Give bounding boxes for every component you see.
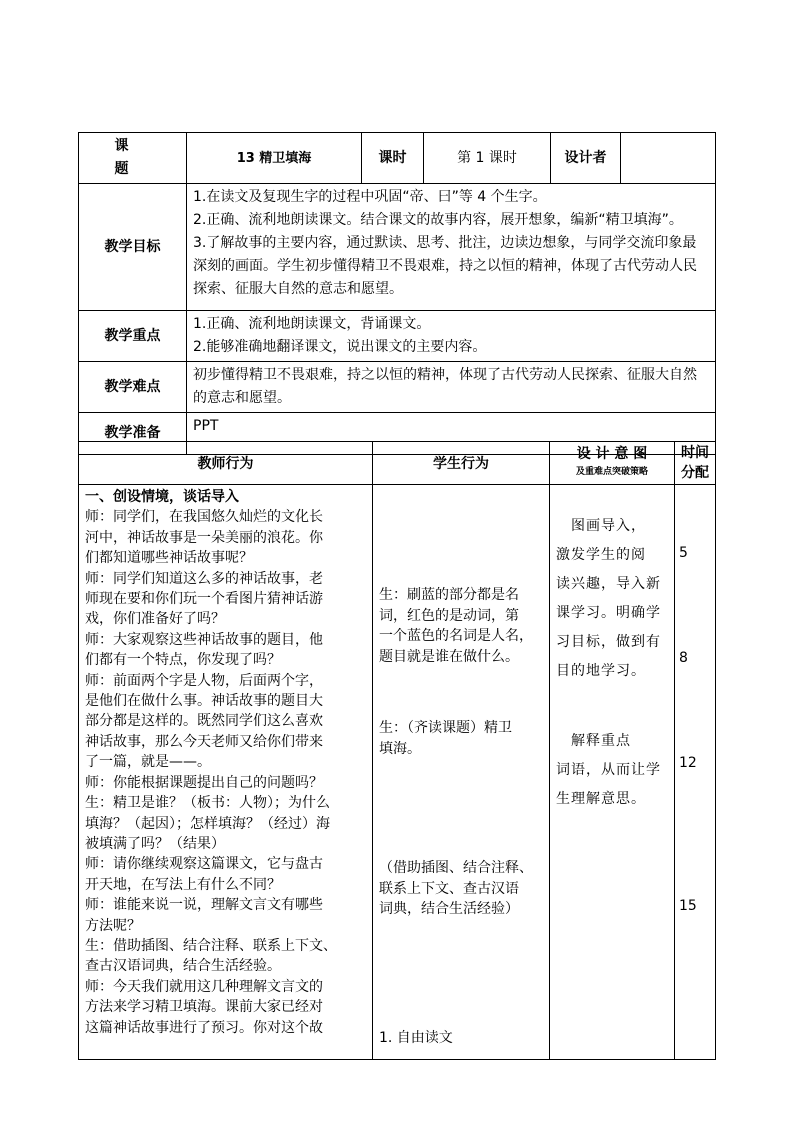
- key-label: 教学重点: [79, 311, 187, 362]
- time-value: 8: [679, 650, 688, 666]
- difficulty-label: 教学难点: [79, 362, 187, 413]
- time-column: [675, 485, 716, 1060]
- teaching-process-table: [78, 441, 716, 1060]
- topic-value: 13 精卫填海: [187, 133, 362, 184]
- design-line: 词语，从而让学: [556, 762, 661, 778]
- design-head: [550, 442, 675, 485]
- goals-label: 教学目标: [79, 184, 187, 311]
- period-label: 课时: [362, 133, 424, 184]
- teacher-line: 师：同学们，在我国悠久灿烂的文化长: [85, 509, 323, 526]
- design-note-2: [556, 727, 661, 814]
- design-line: 课学习。明确学: [556, 605, 661, 621]
- student-head: 学生行为: [373, 442, 550, 485]
- section-title: 一、创设情境，谈话导入: [85, 489, 239, 505]
- student-response-2: [379, 718, 512, 759]
- time-head: [675, 442, 716, 485]
- teacher-line: 们都知道哪些神话故事呢？: [85, 550, 253, 567]
- time-head-line-1: 时间: [681, 445, 709, 461]
- topic-label: 课 题: [79, 133, 187, 184]
- teacher-line: 神话故事，那么今天老师又给你们带来: [85, 733, 323, 750]
- teacher-line: 师：你能根据课题提出自己的问题吗？: [85, 774, 323, 791]
- teacher-line: 们都有一个特点，你发现了吗？: [85, 652, 281, 669]
- goal-item: 2.正确、流利地朗读课文。结合课文的故事内容，展开想象，编新“精卫填海”。: [193, 212, 683, 228]
- teacher-line: 填海？（起因）；怎样填海？（经过）海: [85, 815, 330, 832]
- designer-label: 设计者: [551, 133, 621, 184]
- designer-value: [621, 133, 716, 184]
- goals-cell: [187, 184, 716, 311]
- teacher-line: 方法呢？: [85, 917, 141, 934]
- teacher-line: 师现在要和你们玩一个看图片猜神话游: [85, 591, 323, 608]
- design-head-line-1: 设 计 意 图: [576, 446, 648, 462]
- design-line: 激发学生的阅: [556, 547, 646, 563]
- design-line: 生理解意思。: [556, 791, 646, 807]
- student-line: 词典，结合生活经验）: [379, 901, 519, 917]
- time-value: 12: [679, 755, 697, 771]
- design-line: 习目标，做到有: [556, 634, 661, 650]
- goal-item: 3.了解故事的主要内容，通过默读、思考、批注，边读边想象，与同学交流印象最深刻的画面。学生初步懂得精卫不畏艰难，持之以恒的精神，体现了古代劳动人民探索、征服大自然的意志和愿望。: [193, 235, 697, 297]
- time-value: 5: [679, 545, 688, 561]
- student-line: （借助插图、结合注释、: [379, 860, 533, 876]
- prep-label: 教学准备: [79, 413, 187, 455]
- teacher-line: 被填满了吗？（结果）: [85, 835, 225, 852]
- teacher-line: 开天地，在写法上有什么不同？: [85, 876, 281, 893]
- design-line: 目的地学习。: [556, 663, 646, 679]
- student-line: 联系上下文、查古汉语: [379, 880, 519, 897]
- period-value: 第 1 课时: [424, 133, 551, 184]
- design-line: 解释重点: [556, 733, 631, 749]
- lesson-info-table: [78, 132, 716, 455]
- design-line: 读兴趣，导入新: [556, 576, 661, 592]
- teacher-line: 生：精卫是谁？（板书：人物）；为什么: [85, 795, 330, 812]
- teacher-line: 生：借助插图、结合注释、联系上下文、: [85, 937, 337, 954]
- design-head-line-2: 及重难点突破策略: [575, 467, 648, 477]
- time-values: [675, 485, 715, 1055]
- student-line: 生：（齐读课题）精卫: [379, 720, 512, 736]
- difficulty-text: 初步懂得精卫不畏艰难，持之以恒的精神，体现了古代劳动人民探索、征服大自然的意志和愿望。: [187, 362, 716, 413]
- teacher-line: 查古汉语词典，结合生活经验。: [85, 958, 281, 975]
- student-column: [373, 485, 550, 1060]
- teacher-head: 教师行为: [79, 442, 373, 485]
- time-head-line-2: 分配: [681, 465, 709, 481]
- goal-item: 1.在读文及复现生字的过程中巩固“帝、曰”等 4 个生字。: [193, 189, 547, 205]
- key-cell: [187, 311, 716, 362]
- student-response-4: 1. 自由读文: [379, 1030, 453, 1046]
- student-response-1: [379, 585, 533, 667]
- teacher-line: 戏，你们准备好了吗？: [85, 611, 225, 628]
- design-text: [550, 485, 674, 1055]
- prep-text: PPT: [187, 413, 716, 455]
- teacher-line: 部分都是这样的。既然同学们这么喜欢: [85, 713, 323, 730]
- teacher-line: 了一篇，就是——。: [85, 754, 211, 771]
- teacher-line: 师：谁能来说一说，理解文言文有哪些: [85, 897, 323, 914]
- teacher-line: 师：大家观察这些神话故事的题目，他: [85, 631, 323, 648]
- teacher-line: 师：今天我们就用这几种理解文言文的: [85, 978, 323, 995]
- teacher-line: 师：请你继续观察这篇课文，它与盘古: [85, 856, 323, 873]
- teacher-line: 师：前面两个字是人物，后面两个字，: [85, 672, 323, 689]
- student-line: 题目就是谁在做什么。: [379, 648, 519, 665]
- student-line: 一个蓝色的名词是人名，: [379, 628, 533, 644]
- student-line: 生：刷蓝的部分都是名: [379, 587, 519, 603]
- student-text: [373, 485, 549, 1055]
- teacher-line: 河中，神话故事是一朵美丽的浪花。你: [85, 529, 323, 546]
- key-item: 1.正确、流利地朗读课文，背诵课文。: [193, 316, 431, 332]
- design-line: 图画导入，: [556, 518, 646, 534]
- design-column: [550, 485, 675, 1060]
- key-item: 2.能够准确地翻译课文，说出课文的主要内容。: [193, 339, 487, 355]
- student-response-3: [379, 858, 533, 920]
- teacher-column: [79, 485, 373, 1060]
- teacher-line: 是他们在做什么事。神话故事的题目大: [85, 693, 323, 710]
- student-line: 填海。: [379, 740, 421, 757]
- design-note-1: [556, 512, 661, 686]
- student-line: 词，红色的是动词，第: [379, 607, 519, 624]
- teacher-line: 这篇神话故事进行了预习。你对这个故: [85, 1019, 323, 1036]
- teacher-line: 师：同学们知道这么多的神话故事，老: [85, 570, 323, 587]
- teacher-line: 方法来学习精卫填海。课前大家已经对: [85, 999, 323, 1016]
- teacher-text: [79, 485, 372, 1059]
- time-value: 15: [679, 898, 697, 914]
